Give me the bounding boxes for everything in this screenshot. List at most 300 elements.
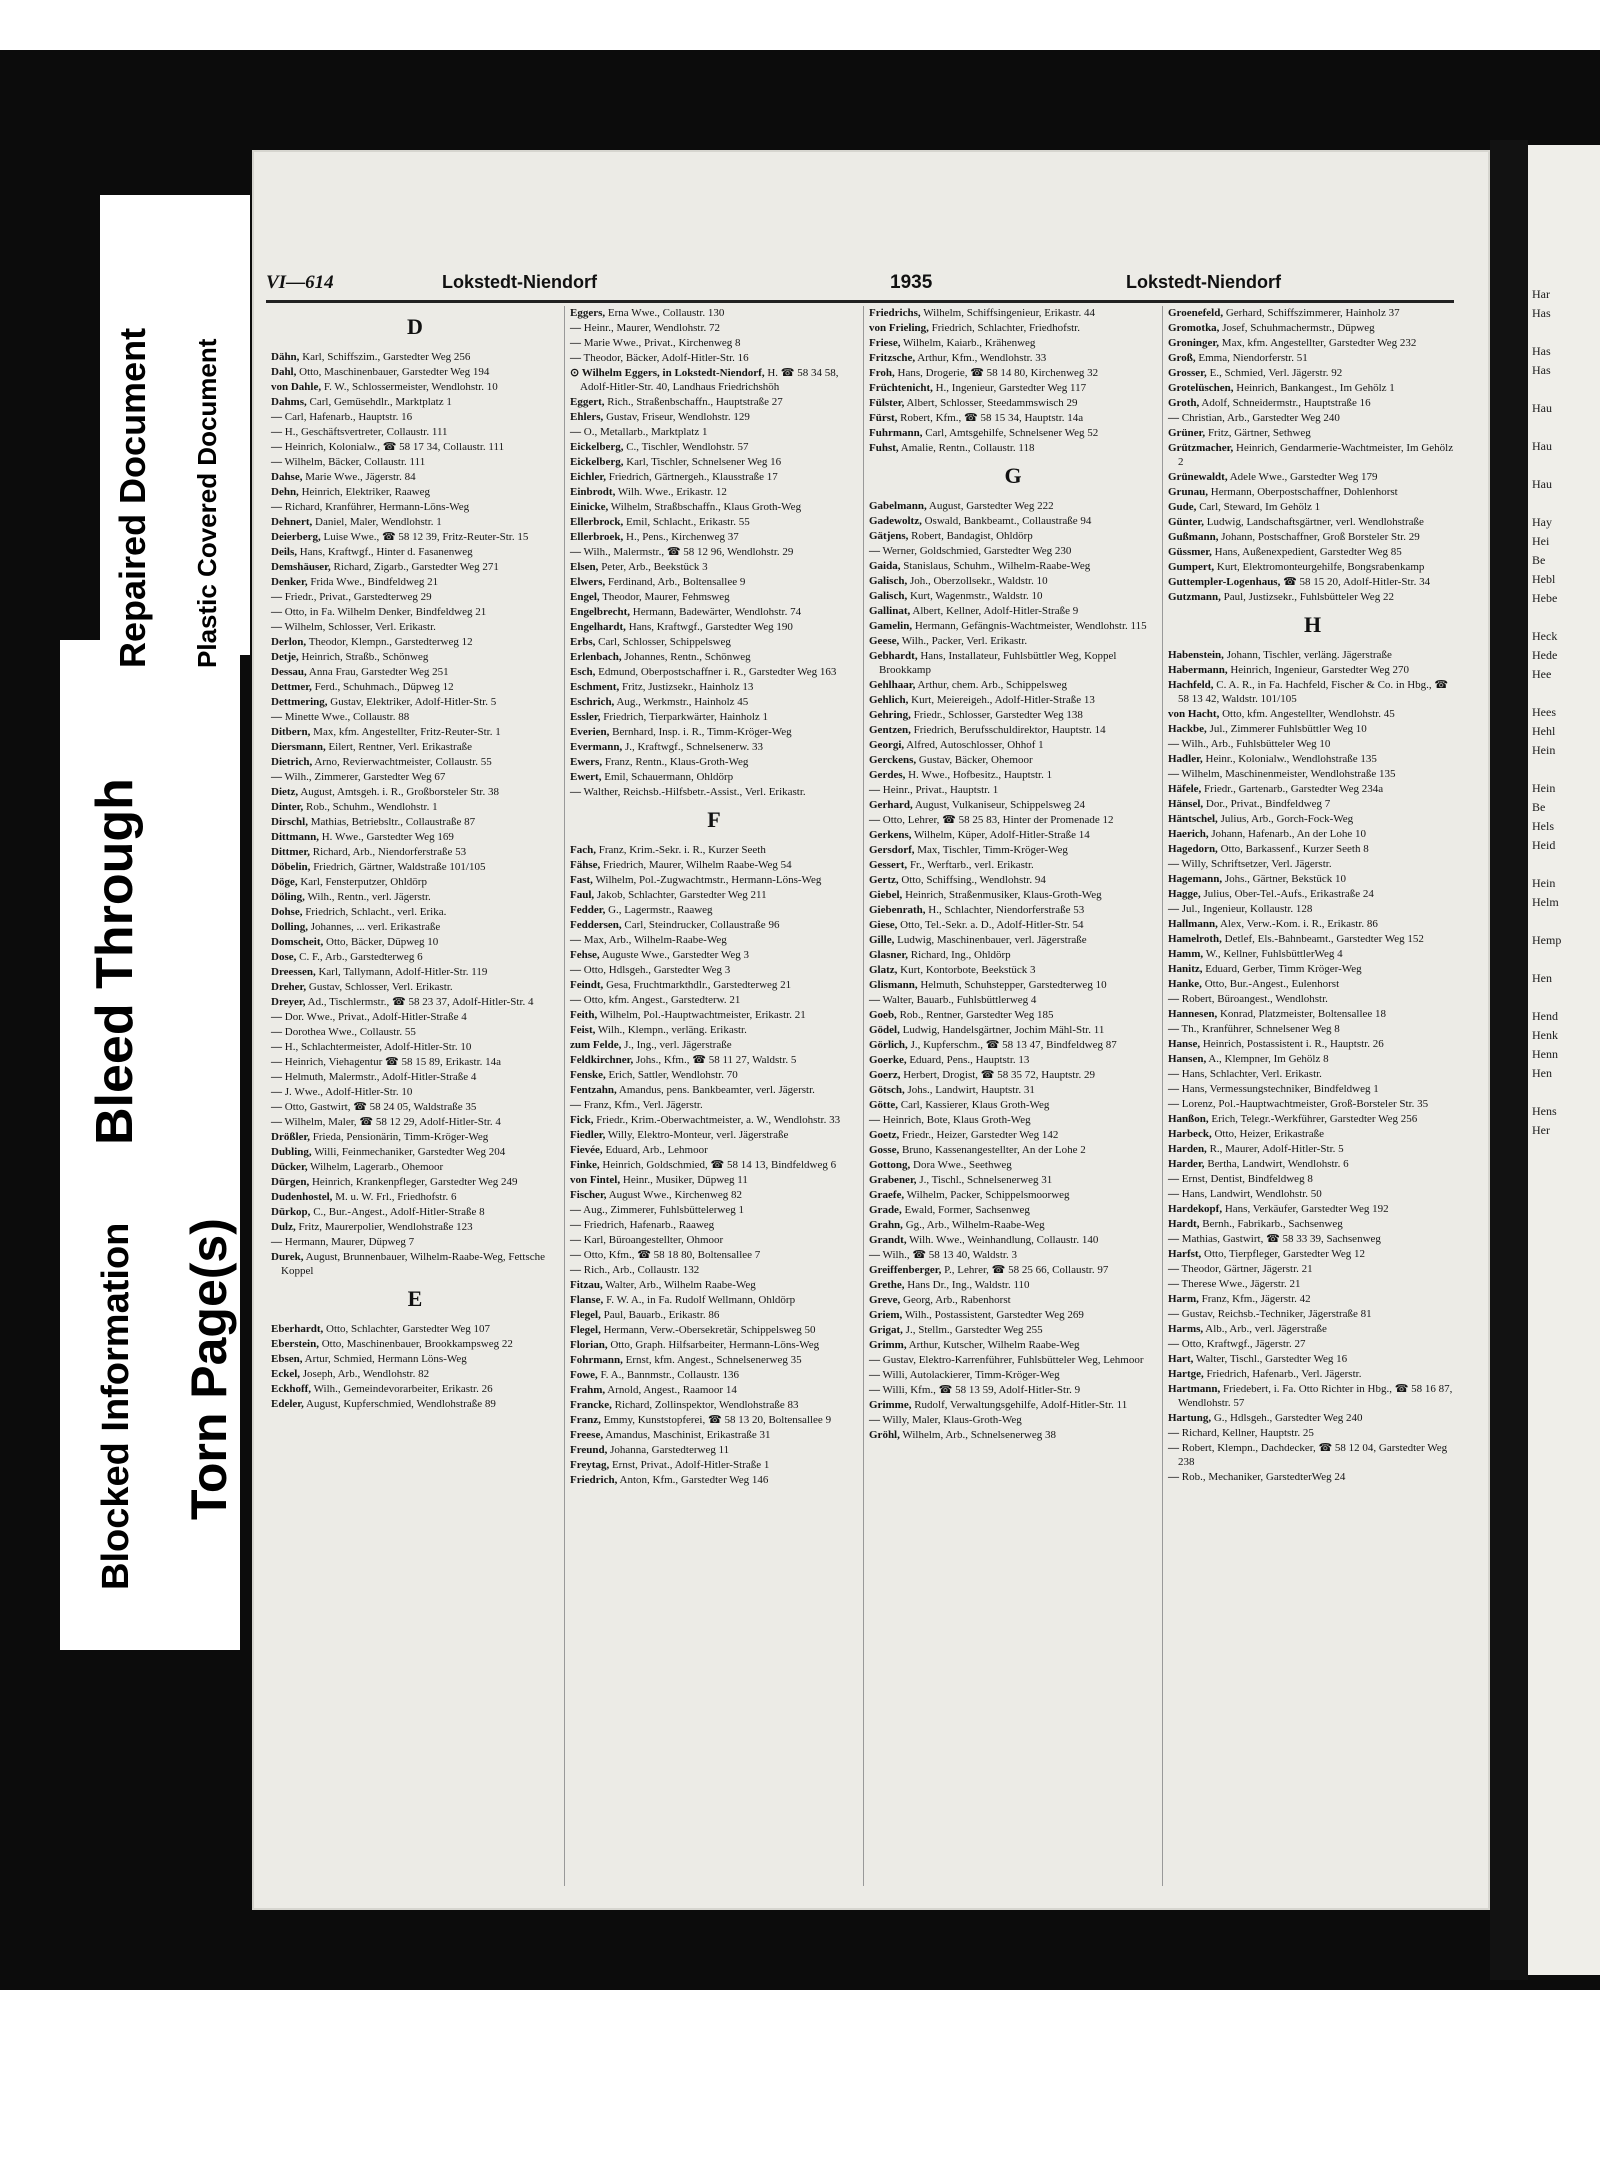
entry-name: Faul, [570,889,595,901]
facing-page-line [1532,494,1600,513]
entry-details: Emma, Niendorferstr. 51 [1195,352,1308,364]
entry-name: Gersdorf, [869,844,915,856]
directory-entry [271,410,559,424]
directory-entry [1168,1411,1457,1425]
entry-details: H. Wwe., Hofbesitz., Hauptstr. 1 [905,769,1053,781]
entry-details: Josef, Schuhmachermstr., Düpweg [1219,322,1375,334]
entry-name: Gromotka, [1168,322,1220,334]
directory-entry [869,499,1157,513]
directory-entry [869,604,1157,618]
entry-details: Gustav, Schlosser, Verl. Erikastr. [306,981,453,993]
entry-name: Gertz, [869,874,899,886]
entry-name: Hadler, [1168,753,1203,765]
facing-page-line: Henk [1532,1028,1558,1042]
label-torn-pages: Torn Page(s) [181,1218,237,1520]
entry-details: Johs., Gärtner, Bekstück 10 [1222,873,1346,885]
directory-entry [1168,722,1457,736]
entry-details: H., Schlachter, Niendorferstraße 53 [925,904,1085,916]
entry-details: Frieda, Pensionärin, Timm-Kröger-Weg [310,1131,489,1143]
entry-name: Gabelmann, [869,500,927,512]
directory-entry [1168,1037,1457,1051]
entry-details: Oswald, Bankbeamt., Collaustraße 94 [921,515,1092,527]
entry-name: Gutzmann, [1168,591,1221,603]
entry-name: Eschment, [570,681,620,693]
directory-entry [570,843,858,857]
entry-name: Flanse, [570,1294,604,1306]
entry-details: H., Pens., Kirchenweg 37 [623,531,739,543]
directory-entry [1168,500,1457,514]
entry-name: — [271,1086,282,1098]
entry-details: O., Metallarb., Marktplatz 1 [581,426,708,438]
entry-details: Johs., Kfm., ☎ 58 11 27, Waldstr. 5 [633,1054,797,1066]
directory-entry [570,410,858,424]
directory-entry [869,888,1157,902]
facing-page-line [1532,418,1600,437]
entry-details: Ewald, Former, Sachsenweg [901,1204,1030,1216]
entry-name: Harm, [1168,1293,1199,1305]
entry-details: Helmuth, Malermstr., Adolf-Hitler-Straße 4 [282,1071,477,1083]
entry-name: — [570,1099,581,1111]
entry-details: Wilh., Gemeindevorarbeiter, Erikastr. 26 [311,1383,493,1395]
entry-name: Gerkens, [869,829,912,841]
entry-details: Heinr., Kolonialw., Wendlohstraße 135 [1202,753,1377,765]
facing-page-line: Be [1532,553,1546,567]
entry-details: Friedrich, Hafenarb., Verl. Jägerstr. [1203,1368,1362,1380]
entry-name: — [570,1249,581,1261]
directory-entry [1168,842,1457,856]
entry-details: Ferdinand, Arb., Boltensallee 9 [605,576,746,588]
entry-details: Peter, Arb., Beekstück 3 [598,561,708,573]
directory-entry [570,1218,858,1232]
directory-entry [570,1323,858,1337]
directory-entry [1168,977,1457,991]
directory-entry [271,1322,559,1336]
entry-name: Engelbrecht, [570,606,630,618]
directory-entry [869,1203,1157,1217]
entry-name: — [1168,1263,1179,1275]
entry-details: Carl, Amtsgehilfe, Schnelsener Weg 52 [922,427,1099,439]
entry-details: Wilhelm, Maler, ☎ 58 12 29, Adolf-Hitler-Str. 4 [282,1116,501,1128]
entry-name: Harfst, [1168,1248,1202,1260]
entry-details: Fr., Werftarb., verl. Erikastr. [907,859,1034,871]
entry-name: — [271,411,282,423]
entry-details: Otto, Hdlsgeh., Garstedter Weg 3 [581,964,731,976]
entry-details: Aug., Werkmstr., Hainholz 45 [614,696,749,708]
entry-details: Kurt, Meiereigeh., Adolf-Hitler-Straße 13 [908,694,1095,706]
entry-name: — [570,322,581,334]
directory-entry [1168,1217,1457,1231]
entry-name: Ellerbrock, [570,516,624,528]
entry-name: Fischer, [570,1189,607,1201]
entry-name: Greve, [869,1294,901,1306]
entry-name: Giebenrath, [869,904,926,916]
entry-details: ☎ 58 15 20, Adolf-Hitler-Str. 34 [1280,576,1431,588]
section-letter: D [407,314,423,339]
directory-entry [1168,1322,1457,1336]
directory-entry [869,426,1157,440]
directory-entry [869,574,1157,588]
entry-name: Dinter, [271,801,304,813]
directory-entry [570,1398,858,1412]
directory-entry [869,858,1157,872]
entry-name: — [869,1114,880,1126]
entry-name: — [1168,1471,1179,1483]
entry-name: Fähse, [570,859,601,871]
place-name-left: Lokstedt-Niendorf [442,272,597,292]
entry-name: Glismann, [869,979,918,991]
directory-entry [570,351,858,365]
entry-details: Otto, Schiffsing., Wendlohstr. 94 [898,874,1046,886]
directory-entry [570,336,858,350]
directory-entry [271,815,559,829]
directory-entry [271,830,559,844]
directory-entry [1168,947,1457,961]
entry-details: Dora Wwe., Seethweg [910,1159,1012,1171]
entry-name: Gerckens, [869,754,917,766]
entry-details: H. ☎ 58 34 58, Adolf-Hitler-Str. 40, Landhaus Friedrichshöh [580,367,839,393]
directory-entry [869,1218,1157,1232]
directory-entry [869,873,1157,887]
entry-details: Marie Wwe., Privat., Kirchenweg 8 [581,337,741,349]
entry-name: Grade, [869,1204,902,1216]
entry-details: Amandus, Maschinist, Erikastraße 31 [603,1429,771,1441]
facing-page-line: Hehl [1532,724,1556,738]
entry-name: — [570,1234,581,1246]
directory-entry [271,1160,559,1174]
entry-name: zum Felde, [570,1039,622,1051]
directory-entry [271,650,559,664]
entry-name: Groth, [1168,397,1200,409]
entry-details: Robert, Klempn., Dachdecker, ☎ 58 12 04, Garstedter Weg 238 [1178,1442,1448,1468]
facing-page-line: Hede [1532,648,1558,662]
entry-details: Detlef, Els.-Bahnbeamt., Garstedter Weg 152 [1221,933,1424,945]
entry-name: Hartmann, [1168,1383,1221,1395]
entry-name: Groß, [1168,352,1196,364]
facing-page-line [1532,950,1600,969]
entry-name: Gumpert, [1168,561,1215,573]
entry-details: Gg., Arb., Wilhelm-Raabe-Weg [902,1219,1045,1231]
entry-name: Eschrich, [570,696,615,708]
entry-name: Eichler, [570,471,606,483]
entry-name: Friedrich, [570,1474,618,1486]
entry-details: Heinrich, Bankangest., Im Gehölz 1 [1233,382,1395,394]
entry-name: Eggers, [570,307,606,319]
entry-details: Hermann, Verw.-Obersekretär, Schippelsweg 50 [600,1324,816,1336]
entry-name: von Dahle, [271,381,322,393]
directory-entry [570,993,858,1007]
entry-details: Max, kfm. Angestellter, Fritz-Reuter-Str. 1 [310,726,501,738]
entry-details: Dorothea Wwe., Collaustr. 55 [282,1026,416,1038]
entry-details: Otto, Maschinenbauer, Brookkampsweg 22 [318,1338,513,1350]
entry-name: Dirschl, [271,816,308,828]
facing-page-line: Heck [1532,629,1558,643]
entry-details: Erich, Telegr.-Werkführer, Garstedter Weg 256 [1208,1113,1418,1125]
entry-name: Gußmann, [1168,531,1219,543]
entry-details: Arthur, chem. Arb., Schippelsweg [915,679,1068,691]
entry-details: Heinrich, Goldschmied, ☎ 58 14 13, Bindfeldweg 6 [599,1159,837,1171]
entry-details: Willy, Elektro-Monteur, verl. Jägerstraße [605,1129,789,1141]
facing-page-line: Has [1532,344,1551,358]
directory-entry [570,903,858,917]
entry-name: — [271,1116,282,1128]
entry-name: Gosse, [869,1144,900,1156]
entry-details: Friedrich, Hafenarb., Raaweg [581,1219,715,1231]
directory-entry [869,1248,1157,1262]
entry-details: M. u. W. Frl., Friedhofstr. 6 [332,1191,457,1203]
directory-entry [271,965,559,979]
entry-name: — [570,1219,581,1231]
directory-entry [1168,902,1457,916]
entry-details: F. W., Schlossermeister, Wendlohstr. 10 [321,381,498,393]
entry-name: Eggert, [570,396,605,408]
entry-details: Dor. Wwe., Privat., Adolf-Hitler-Straße 4 [282,1011,467,1023]
directory-entry [1168,306,1457,320]
entry-name: Fürst, [869,412,898,424]
entry-name: Ebsen, [271,1353,303,1365]
entry-details: Walter, Arb., Wilhelm Raabe-Weg [602,1279,756,1291]
directory-entry [1168,872,1457,886]
directory-entry [570,785,858,799]
entry-name: Dettmer, [271,681,312,693]
directory-entry [869,798,1157,812]
facing-page-line: Hay [1532,515,1552,529]
entry-details: Ludwig, Landschaftsgärtner, verl. Wendlohstraße [1203,516,1424,528]
entry-name: Feist, [570,1024,596,1036]
directory-entry [271,1367,559,1381]
entry-name: Hachfeld, [1168,679,1214,691]
entry-name: Francke, [570,1399,612,1411]
entry-details: Hans, Außenexpedient, Garstedter Weg 85 [1211,546,1402,558]
directory-entry [570,1233,858,1247]
entry-details: Joseph, Arb., Wendlohstr. 82 [300,1368,430,1380]
entry-details: Emil, Schlacht., Erikastr. 55 [623,516,750,528]
entry-name: Harden, [1168,1143,1207,1155]
entry-name: Fitzau, [570,1279,603,1291]
directory-entry [271,395,559,409]
directory-entry [869,1023,1157,1037]
entry-name: Gentzen, [869,724,911,736]
entry-name: — [271,621,282,633]
entry-details: Emmy, Kunststopferei, ☎ 58 13 20, Boltensallee 9 [600,1414,832,1426]
entry-name: Dulz, [271,1221,296,1233]
entry-name: Dolling, [271,921,308,933]
entry-details: Otto, Barkassenf., Kurzer Seeth 8 [1217,843,1369,855]
entry-details: Richard, Kranführer, Hermann-Löns-Weg [282,501,470,513]
facing-page-line: Has [1532,363,1551,377]
entry-details: Jul., Ingenieur, Kollaustr. 128 [1179,903,1313,915]
entry-details: Lorenz, Pol.-Hauptwachtmeister, Groß-Borsteler Str. 35 [1179,1098,1429,1110]
entry-details: Robert, Kfm., ☎ 58 15 34, Hauptstr. 14a [897,412,1084,424]
entry-name: Freund, [570,1444,608,1456]
entry-details: Th., Kranführer, Schnelsener Weg 8 [1179,1023,1340,1035]
entry-name: Groninger, [1168,337,1220,349]
entry-name: Dittmer, [271,846,310,858]
entry-details: Otto, Kraftwgf., Jägerstr. 27 [1179,1338,1306,1350]
entry-name: Hardekopf, [1168,1203,1223,1215]
entry-details: Wilhelm, Packer, Schippelsmoorweg [904,1189,1070,1201]
entry-details: R., Maurer, Adolf-Hitler-Str. 5 [1206,1143,1344,1155]
entry-name: Derlon, [271,636,307,648]
directory-entry [271,980,559,994]
entry-details: Joh., Oberzollsekr., Waldstr. 10 [907,575,1048,587]
entry-name: Eckel, [271,1368,301,1380]
directory-entry [869,1188,1157,1202]
entry-details: Willi, Autolackierer, Timm-Kröger-Weg [880,1369,1060,1381]
directory-entry [869,559,1157,573]
entry-name: Dehnert, [271,516,313,528]
entry-name: Dehn, [271,486,299,498]
entry-name: Dietrich, [271,756,313,768]
directory-entry [271,800,559,814]
entry-details: Heinr., Maurer, Wendlohstr. 72 [581,322,721,334]
directory-entry [869,1308,1157,1322]
entry-details: W., Kellner, FuhlsbüttlerWeg 4 [1203,948,1343,960]
entry-name: Deils, [271,546,297,558]
entry-name: Dahms, [271,396,307,408]
directory-entry [869,678,1157,692]
directory-entry [869,649,1157,677]
entry-name: — [271,606,282,618]
directory-entry [869,948,1157,962]
entry-details: Alex, Verw.-Kom. i. R., Erikastr. 86 [1217,918,1378,930]
directory-entry [570,1068,858,1082]
directory-entry [1168,530,1457,544]
entry-name: Hanke, [1168,978,1202,990]
entry-name: Grützmacher, [1168,442,1234,454]
entry-name: Dessau, [271,666,307,678]
facing-page-line: Hein [1532,876,1556,890]
directory-entry [271,545,559,559]
entry-details: Hans, Vermessungstechniker, Bindfeldweg 1 [1179,1083,1379,1095]
entry-details: Rob., Rentner, Garstedter Weg 185 [896,1009,1054,1021]
directory-entry [570,948,858,962]
entry-name: Edeler, [271,1398,304,1410]
facing-page-line: Har [1532,287,1550,301]
entry-name: Gude, [1168,501,1197,513]
facing-page-line: Hau [1532,439,1552,453]
directory-entry [869,544,1157,558]
column-4 [1163,306,1462,1886]
entry-details: Otto, kfm. Angest., Garstedterw. 21 [581,994,741,1006]
directory-entry [271,905,559,919]
directory-entry [570,740,858,754]
entry-details: Carl, Steindrucker, Collaustraße 96 [621,919,780,931]
entry-details: Walter, Tischl., Garstedter Weg 16 [1193,1353,1348,1365]
entry-details: Kurt, Wagenmstr., Waldstr. 10 [907,590,1043,602]
entry-name: — [570,994,581,1006]
entry-details: Wilh., Arb., Fuhlsbütteler Weg 10 [1179,738,1331,750]
directory-entry [271,1025,559,1039]
entry-name: Dahse, [271,471,303,483]
entry-details: Wilh., Klempn., verläng. Erikastr. [595,1024,747,1036]
entry-details: Friedr., Gartenarb., Garstedter Weg 234a [1201,783,1384,795]
entry-details: Therese Wwe., Jägerstr. 21 [1179,1278,1301,1290]
entry-details: Robert, Büroangest., Wendlohstr. [1179,993,1328,1005]
directory-entry [570,560,858,574]
entry-name: Harder, [1168,1158,1205,1170]
entry-name: — [1168,1442,1179,1454]
facing-page-line [1532,1083,1600,1102]
entry-details: Gustav, Bäcker, Ohemoor [916,754,1033,766]
entry-name: Hamelroth, [1168,933,1222,945]
entry-details: Alfred, Autoschlosser, Ohhof 1 [904,739,1044,751]
entry-details: Friedr., Heizer, Garstedter Weg 142 [899,1129,1059,1141]
facing-page-line: Hels [1532,819,1554,833]
entry-details: Wilhelm, Schiffsingenieur, Erikastr. 44 [920,307,1096,319]
column-1 [266,306,565,1886]
entry-name: — [570,352,581,364]
directory-entry [271,455,559,469]
entry-details: Gustav, Friseur, Wendlohstr. 129 [603,411,750,423]
entry-details: Heinrich, Bote, Klaus Groth-Weg [880,1114,1031,1126]
entry-details: E., Schmied, Verl. Jägerstr. 92 [1206,367,1343,379]
entry-details: Bruno, Kassenangestellter, An der Lohe 2 [899,1144,1086,1156]
entry-name: Fowe, [570,1369,598,1381]
entry-name: Elsen, [570,561,599,573]
entry-details: Edmund, Oberpostschaffner i. R., Garstedter Weg 163 [595,666,837,678]
entry-name: — [271,1011,282,1023]
entry-name: Früchtenicht, [869,382,933,394]
directory-entry [271,1205,559,1219]
facing-page-fragment [1528,145,1600,1975]
directory-entry [570,1173,858,1187]
entry-name: — [1168,1098,1179,1110]
directory-entry [271,350,559,364]
directory-entry [1168,441,1457,469]
directory-entry [570,366,858,394]
entry-name: Grunau, [1168,486,1209,498]
directory-entry [570,770,858,784]
entry-name: Fuhrmann, [869,427,923,439]
entry-name: Feith, [570,1009,598,1021]
entry-name: Gessert, [869,859,908,871]
facing-page-line: Hebe [1532,591,1558,605]
directory-entry [869,1173,1157,1187]
entry-details: Luise Wwe., ☎ 58 12 39, Fritz-Reuter-Str. 15 [320,531,529,543]
entry-details: Franz, Kfm., Verl. Jägerstr. [581,1099,703,1111]
entry-name: — [1168,858,1179,870]
entry-name: Franz, [570,1414,601,1426]
entry-name: Eberhardt, [271,1323,324,1335]
entry-name: Günter, [1168,516,1204,528]
directory-entry [570,725,858,739]
entry-name: — [570,934,581,946]
facing-page-text [1528,145,1600,1140]
entry-name: Eickelberg, [570,456,624,468]
entry-details: Jul., Zimmerer Fuhlsbüttler Weg 10 [1206,723,1367,735]
entry-name: Ellerbroek, [570,531,624,543]
directory-entry [1168,1007,1457,1021]
entry-details: Hans, Landwirt, Wendlohstr. 50 [1179,1188,1322,1200]
directory-entry [570,1083,858,1097]
directory-entry [1168,336,1457,350]
entry-name: Dittmann, [271,831,319,843]
entry-details: Anna Frau, Garstedter Weg 251 [306,666,449,678]
directory-entry [570,1458,858,1472]
directory-entry [271,890,559,904]
entry-details: C., Bur.-Angest., Adolf-Hitler-Straße 8 [310,1206,485,1218]
directory-entry [570,515,858,529]
entry-name: — [869,1369,880,1381]
entry-details: Heinr., Privat., Hauptstr. 1 [880,784,999,796]
directory-entry [271,470,559,484]
entry-name: Häntschel, [1168,813,1218,825]
directory-entry [271,665,559,679]
entry-name: Harbeck, [1168,1128,1212,1140]
directory-entry [869,514,1157,528]
entry-details: August Wwe., Kirchenweg 82 [606,1189,742,1201]
entry-details: Rob., Mechaniker, GarstedterWeg 24 [1179,1471,1346,1483]
